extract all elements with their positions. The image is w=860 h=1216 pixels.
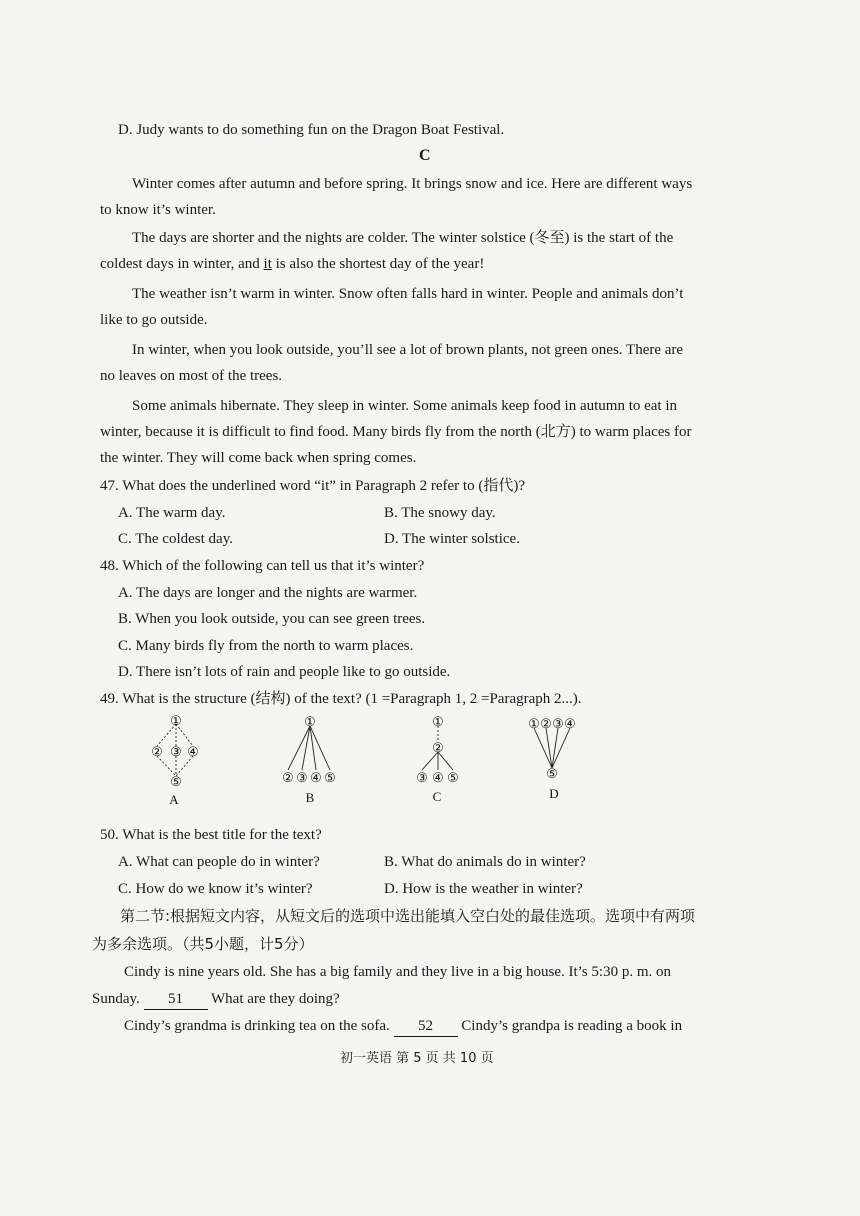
paragraph-2-text-a: coldest days in winter, and (100, 256, 264, 272)
question-50-option-d: D. How is the weather in winter? (384, 881, 583, 897)
section-2-sentence-2 (124, 1016, 682, 1037)
paragraph-2-text-b: is also the shortest day of the year! (271, 256, 485, 272)
blank-52[interactable]: 52 (394, 1016, 458, 1037)
blank-51[interactable]: 51 (144, 989, 208, 1010)
question-47-stem: 47. What does the underlined word “it” in Paragraph 2 refer to (指代)? (100, 478, 525, 494)
diagram-a-node-2: ② (151, 744, 163, 759)
diagram-b-node-1: ① (304, 714, 316, 729)
diagram-a-node-5: ⑤ (170, 774, 182, 789)
section-2-sentence-1-cont (92, 989, 340, 1010)
paragraph-4-line-2: no leaves on most of the trees. (100, 368, 283, 384)
question-50-option-a: A. What can people do in winter? (118, 854, 320, 870)
section-2-text-grandma: Cindy’s grandma is drinking tea on the sofa. (124, 1018, 394, 1034)
structure-diagrams (140, 712, 600, 812)
paragraph-4-line-1: In winter, when you look outside, you’ll see a lot of brown plants, not green ones. There are (132, 342, 684, 358)
diagram-d-node-3: ③ (552, 716, 564, 731)
diagram-a-node-4: ④ (187, 744, 199, 759)
diagram-label-d: D (549, 786, 559, 801)
question-48-option-a: A. The days are longer and the nights are warmer. (118, 585, 418, 601)
diagram-b-node-2: ② (282, 770, 294, 785)
section-2-instructions-line-1: 第二节:根据短文内容，从短文后的选项中选出能填入空白处的最佳选项。选项中有两项 (120, 907, 696, 925)
diagram-b-node-5: ⑤ (324, 770, 336, 785)
diagram-b-node-4: ④ (310, 770, 322, 785)
section-c-title: C (419, 147, 431, 164)
diagram-c-node-2: ② (432, 740, 444, 755)
diagram-d-node-1: ① (528, 716, 540, 731)
question-47-option-d: D. The winter solstice. (384, 531, 520, 547)
paragraph-5-line-2: winter, because it is difficult to find food. Many birds fly from the north (北方) to warm places for (100, 424, 692, 440)
prev-question-option-d: D. Judy wants to do something fun on the Dragon Boat Festival. (118, 122, 505, 138)
diagram-c-node-4: ④ (432, 770, 444, 785)
question-48-option-d: D. There isn’t lots of rain and people like to go outside. (118, 664, 451, 680)
paragraph-5-line-3: the winter. They will come back when spring comes. (100, 450, 417, 466)
paragraph-3-line-1: The weather isn’t warm in winter. Snow often falls hard in winter. People and animals don’t (132, 286, 684, 302)
paragraph-1-line-2: to know it’s winter. (100, 202, 216, 218)
question-47-option-a: A. The warm day. (118, 505, 226, 521)
question-47-option-c: C. The coldest day. (118, 531, 233, 547)
diagram-d-node-5: ⑤ (546, 766, 558, 781)
diagram-c-node-5: ⑤ (447, 770, 459, 785)
question-49-stem: 49. What is the structure (结构) of the text? (1 =Paragraph 1, 2 =Paragraph 2...). (100, 691, 582, 707)
diagram-label-b: B (305, 790, 315, 805)
section-2-sentence-1: Cindy is nine years old. She has a big family and they live in a big house. It’s 5:30 p. m. on (124, 964, 672, 980)
section-2-text-sunday: Sunday. (92, 991, 144, 1007)
diagram-label-a: A (169, 792, 179, 807)
paragraph-1-line-1: Winter comes after autumn and before spring. It brings snow and ice. Here are different ways (132, 176, 693, 192)
paragraph-2-line-2 (100, 254, 484, 274)
question-50-stem: 50. What is the best title for the text? (100, 827, 322, 843)
question-47-option-b: B. The snowy day. (384, 505, 496, 521)
page-footer: 初一英语 第 5 页 共 10 页 (340, 1051, 494, 1066)
diagram-a-node-3: ③ (170, 744, 182, 759)
diagram-c-node-1: ① (432, 714, 444, 729)
question-50-option-c: C. How do we know it’s winter? (118, 881, 313, 897)
paragraph-5-line-1: Some animals hibernate. They sleep in winter. Some animals keep food in autumn to eat in (132, 398, 678, 414)
diagram-d-node-2: ② (540, 716, 552, 731)
section-2-instructions-line-2: 为多余选项。（共5小题，计5分） (92, 935, 314, 953)
diagram-b-node-3: ③ (296, 770, 308, 785)
diagram-d-node-4: ④ (564, 716, 576, 731)
question-50-option-b: B. What do animals do in winter? (384, 854, 586, 870)
question-48-option-b: B. When you look outside, you can see green trees. (118, 611, 426, 627)
diagram-c-node-3: ③ (416, 770, 428, 785)
section-2-text-what-doing: What are they doing? (207, 991, 340, 1007)
question-48-stem: 48. Which of the following can tell us that it’s winter? (100, 558, 425, 574)
underlined-word-it: it (263, 256, 272, 272)
paragraph-3-line-2: like to go outside. (100, 312, 208, 328)
diagram-label-c: C (432, 789, 442, 804)
question-48-option-c: C. Many birds fly from the north to warm places. (118, 638, 414, 654)
section-2-text-grandpa: Cindy’s grandpa is reading a book in (457, 1018, 683, 1034)
paragraph-2-line-1: The days are shorter and the nights are colder. The winter solstice (冬至) is the start of the (132, 230, 674, 246)
diagram-a-node-1: ① (170, 713, 182, 728)
